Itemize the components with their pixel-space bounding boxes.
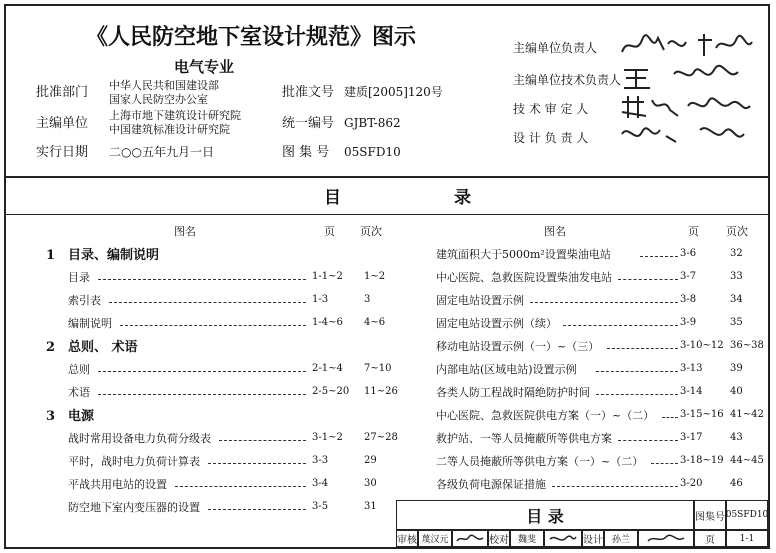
toc-entry-pages: 36~38 xyxy=(730,340,764,351)
check-name: 魏斐 xyxy=(510,530,544,547)
approval-dept-label: 批准部门 xyxy=(36,85,89,100)
toc-entry-name: 固定电站设置示例 xyxy=(436,294,524,307)
unified-no: GJBT-862 xyxy=(344,116,401,130)
toc-entry-name: 战时常用设备电力负荷分级表 xyxy=(68,432,211,445)
toc-entry-name: 索引表 xyxy=(68,294,101,307)
toc-entry-name: 救护站、一等人员掩蔽所等供电方案 xyxy=(436,432,612,445)
toc-entry-name: 编制说明 xyxy=(68,317,112,330)
col-header-page-left: 页 xyxy=(324,225,335,238)
toc-entry-page: 3-18~19 xyxy=(680,455,724,466)
toc-entry-page: 3-7 xyxy=(680,271,697,282)
approval-no: 建质[2005]120号 xyxy=(344,85,443,99)
toc-entry-page: 3-9 xyxy=(680,317,697,328)
editor-unit-label: 主编单位 xyxy=(36,116,89,131)
toc-entry-pages: 11~26 xyxy=(364,386,398,397)
toc-entry-page: 3-15~16 xyxy=(680,409,724,420)
toc-entry-pages: 35 xyxy=(730,317,743,328)
title-block-page-label: 页 xyxy=(694,530,726,547)
toc-entry-name: 移动电站设置示例（一）~（三） xyxy=(436,340,600,353)
toc-section-title: 电源 xyxy=(68,409,95,424)
approval-dept-2: 国家人民防空办公室 xyxy=(109,93,208,106)
toc-entry-page: 1-1~2 xyxy=(312,271,343,282)
toc-entry-name: 固定电站设置示例（续） xyxy=(436,317,557,330)
design-signature-stroke xyxy=(646,533,686,545)
toc-entry-page: 3-13 xyxy=(680,363,703,374)
toc-leader-line xyxy=(651,463,678,464)
toc-leader-line xyxy=(552,486,678,487)
toc-entry-name: 内部电站(区域电站)设置示例 xyxy=(436,363,577,376)
toc-entry-page: 3-3 xyxy=(312,455,329,466)
toc-entry-name: 防空地下室内变压器的设置 xyxy=(68,501,200,514)
toc-leader-line xyxy=(607,348,678,349)
toc-title-underline xyxy=(6,214,768,215)
toc-entry-name: 各类人防工程战时隔绝防护时间 xyxy=(436,386,590,399)
toc-entry-name: 平时，战时电力负荷计算表 xyxy=(68,455,200,468)
toc-entry-pages: 27~28 xyxy=(364,432,398,443)
toc-entry-name: 建筑面积大于5000m²设置柴油电站 xyxy=(436,248,611,261)
atlas-no: 05SFD10 xyxy=(344,145,401,159)
toc-section-number: 1 xyxy=(46,248,56,263)
toc-entry-pages: 46 xyxy=(730,478,743,489)
toc-entry-page: 3-1~2 xyxy=(312,432,343,443)
check-signature-stroke xyxy=(548,533,578,545)
approval-dept-1: 中华人民共和国建设部 xyxy=(109,79,219,92)
toc-entry-pages: 39 xyxy=(730,363,743,374)
review-signature-stroke xyxy=(455,533,485,545)
toc-entry-name: 中心医院、急救医院设置柴油发电站 xyxy=(436,271,612,284)
toc-leader-line xyxy=(530,302,678,303)
toc-entry-page: 3-14 xyxy=(680,386,703,397)
header-divider xyxy=(6,176,768,178)
drawing-sheet xyxy=(4,4,770,549)
toc-entry-pages: 1~2 xyxy=(364,271,386,282)
check-signature xyxy=(544,530,582,547)
toc-entry-page: 3-10~12 xyxy=(680,340,724,351)
atlas-title: 《人民防空地下室设计规范》图示 xyxy=(86,24,417,50)
toc-entry-page: 3-17 xyxy=(680,432,703,443)
toc-entry-pages: 34 xyxy=(730,294,743,305)
resp-tech-approver: 技 术 审 定 人 xyxy=(513,102,589,116)
toc-entry-page: 1-3 xyxy=(312,294,329,305)
toc-entry-pages: 43 xyxy=(730,432,743,443)
toc-entry-page: 3-4 xyxy=(312,478,329,489)
toc-entry-name: 总则 xyxy=(68,363,90,376)
col-header-name-right: 图名 xyxy=(544,225,566,238)
toc-entry-name: 各级负荷电源保证措施 xyxy=(436,478,546,491)
title-block-atlas-no: 05SFD10 xyxy=(726,500,768,530)
col-header-page-right: 页 xyxy=(688,225,699,238)
signature-chief-editor xyxy=(618,30,758,60)
toc-entry-page: 3-5 xyxy=(312,501,329,512)
toc-leader-line xyxy=(208,509,306,510)
col-header-name-left: 图名 xyxy=(174,225,196,238)
resp-chief-editor: 主编单位负责人 xyxy=(513,41,598,55)
unified-no-label: 统一编号 xyxy=(282,116,335,131)
toc-entry-name: 目录 xyxy=(68,271,90,284)
toc-leader-line xyxy=(563,325,678,326)
toc-entry-name: 二等人员掩蔽所等供电方案（一）~（二） xyxy=(436,455,644,468)
toc-entry-name: 平战共用电站的设置 xyxy=(68,478,167,491)
toc-entry-page: 3-8 xyxy=(680,294,697,305)
atlas-subtitle: 电气专业 xyxy=(174,58,235,76)
toc-leader-line xyxy=(596,371,678,372)
signature-tech-chief xyxy=(618,62,758,92)
toc-leader-line xyxy=(208,463,306,464)
toc-entry-page: 2-5~20 xyxy=(312,386,350,397)
title-block-atlas-label: 图集号 xyxy=(694,500,726,530)
resp-design-lead: 设 计 负 责 人 xyxy=(513,131,589,145)
design-label: 设计 xyxy=(582,530,604,547)
toc-entry-pages: 40 xyxy=(730,386,743,397)
toc-section-number: 3 xyxy=(46,409,56,424)
design-name: 孙兰 xyxy=(604,530,638,547)
toc-entry-name: 中心医院、急救医院供电方案（一）~（二） xyxy=(436,409,655,422)
resp-tech-chief: 主编单位技术负责人 xyxy=(513,73,622,87)
impl-date-label: 实行日期 xyxy=(36,145,89,160)
toc-entry-page: 2-1~4 xyxy=(312,363,343,374)
toc-entry-pages: 44~45 xyxy=(730,455,764,466)
toc-entry-pages: 31 xyxy=(364,501,377,512)
toc-leader-line xyxy=(98,371,306,372)
toc-entry-pages: 41~42 xyxy=(730,409,764,420)
toc-leader-line xyxy=(175,486,306,487)
impl-date: 二○○五年九月一日 xyxy=(109,145,214,159)
toc-entry-page: 3-6 xyxy=(680,248,697,259)
toc-entry-pages: 4~6 xyxy=(364,317,386,328)
toc-entry-pages: 7~10 xyxy=(364,363,392,374)
editor-unit-2: 中国建筑标准设计研究院 xyxy=(109,123,230,136)
toc-section-number: 2 xyxy=(46,340,56,355)
toc-leader-line xyxy=(618,440,678,441)
check-label: 校对 xyxy=(488,530,510,547)
toc-leader-line xyxy=(596,394,678,395)
review-label: 审核 xyxy=(396,530,418,547)
review-signature xyxy=(452,530,488,547)
toc-leader-line xyxy=(640,256,678,257)
toc-entry-name: 术语 xyxy=(68,386,90,399)
toc-leader-line xyxy=(618,279,678,280)
approval-no-label: 批准文号 xyxy=(282,85,335,100)
toc-leader-line xyxy=(98,279,306,280)
toc-section-title: 总则、 术语 xyxy=(68,340,138,355)
toc-entry-page: 3-20 xyxy=(680,478,703,489)
signature-design-lead xyxy=(618,120,758,150)
col-header-pages-left: 页次 xyxy=(360,225,382,238)
toc-leader-line xyxy=(120,325,306,326)
toc-leader-line xyxy=(662,417,678,418)
toc-entry-pages: 32 xyxy=(730,248,743,259)
toc-title-right: 录 xyxy=(454,188,471,208)
col-header-pages-right: 页次 xyxy=(726,225,748,238)
atlas-no-label: 图 集 号 xyxy=(282,145,330,160)
toc-leader-line xyxy=(109,302,306,303)
toc-section-title: 目录、编制说明 xyxy=(68,248,160,263)
toc-entry-pages: 33 xyxy=(730,271,743,282)
toc-entry-pages: 3 xyxy=(364,294,371,305)
editor-unit-1: 上海市地下建筑设计研究院 xyxy=(109,109,241,122)
design-signature xyxy=(638,530,694,547)
toc-entry-page: 1-4~6 xyxy=(312,317,343,328)
title-block-page-no: 1-1 xyxy=(726,530,768,547)
review-name: 蔑汉元 xyxy=(418,530,452,547)
toc-entry-pages: 29 xyxy=(364,455,377,466)
toc-title-left: 目 xyxy=(324,188,341,208)
toc-leader-line xyxy=(98,394,306,395)
signature-tech-approver xyxy=(618,92,758,122)
toc-leader-line xyxy=(219,440,306,441)
toc-entry-pages: 30 xyxy=(364,478,377,489)
title-block-title: 目 录 xyxy=(396,500,694,530)
